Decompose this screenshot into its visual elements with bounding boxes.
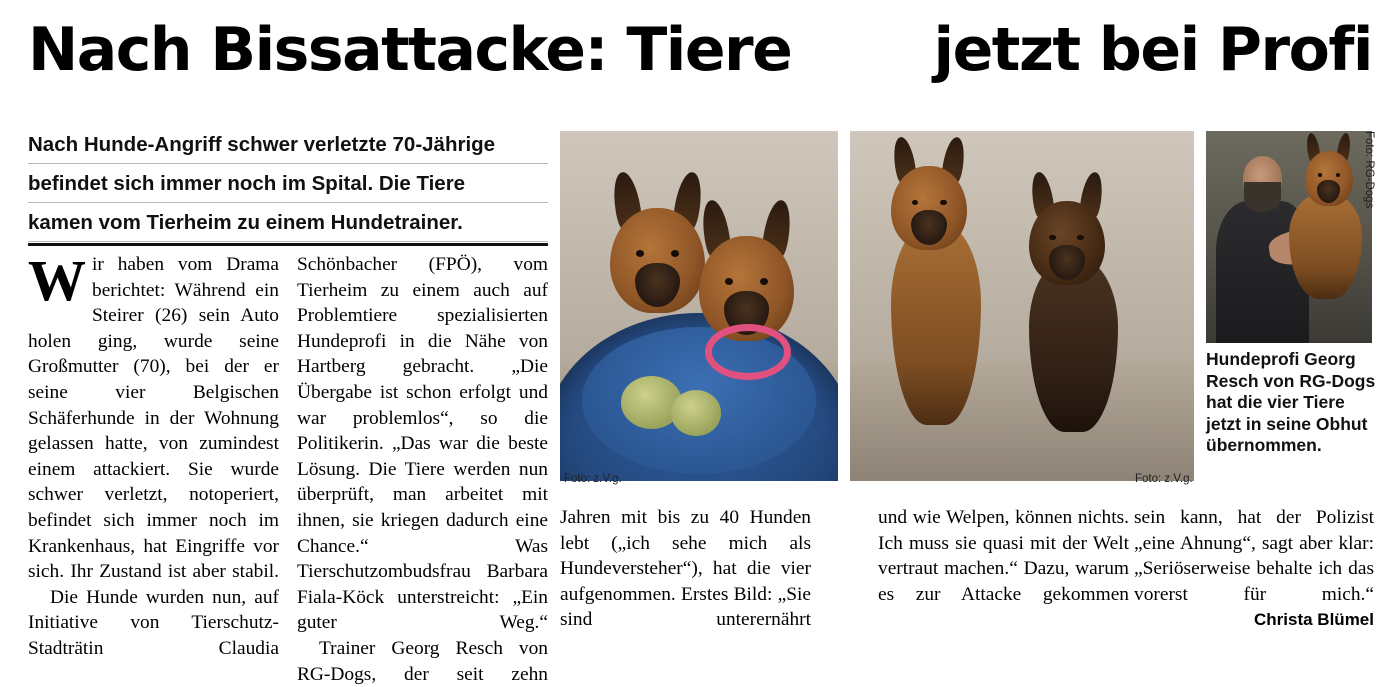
- body-paragraph-5: Jahren mit bis zu 40 Hunden lebt („ich sehe mich als Hundeversteher“), hat die vier aufgenommen. Erstes Bild: „Sie sind unterernährt: [560, 507, 811, 631]
- held-dog-eye-left: [1318, 173, 1322, 177]
- body-column-1: [28, 248, 279, 659]
- body-paragraph-2: Die Hunde wurden nun, auf Initiative von Tierschutz-Stadträtin Claudia: [28, 586, 279, 659]
- photo-two-standing-dogs: [850, 131, 1194, 481]
- photo-3-scene: [1206, 131, 1372, 343]
- page-headline: [28, 15, 1372, 90]
- photo-1-credit: Foto: z.V.g.: [564, 473, 622, 485]
- body-paragraph-1-text: ir haben vom Drama berichtet: Während ein Steirer (26) sein Auto holen ging, wurde seine Großmutter (70), bei der er seine vier Belgischen Schäferhunde in der Wohnung gelassen hatte, von zumindest einem attackiert. Sie wurde schwer verletzt, notoperiert, befindet sich immer noch im Krankenhaus, hat Eingriffe vor sich. Ihr Zustand ist aber stabil.: [28, 254, 279, 583]
- headline-part-1: Nach Bissattacke: Tiere: [28, 15, 792, 85]
- photo-3-caption: Hundeprofi Georg Resch von RG-Dogs hat die vier Tiere jetzt in seine Obhut übernommen.: [1206, 349, 1376, 455]
- body-paragraph-6: und wie Welpen, können nichts. Ich muss sie quasi mit der Welt vertraut machen.“ Dazu, warum es zur Attacke gekommen: [878, 507, 1129, 605]
- body-column-3: [560, 505, 811, 633]
- held-dog-body: [1289, 193, 1362, 299]
- lead-line-3: kamen vom Tierheim zu einem Hundetrainer.: [28, 203, 548, 242]
- body-column-5: [1134, 505, 1374, 633]
- held-dog-head-group: [1305, 151, 1353, 206]
- held-dog-eye-right: [1336, 173, 1340, 177]
- trainer-beard: [1244, 182, 1281, 212]
- headline-part-2: jetzt bei Profi: [933, 15, 1372, 85]
- article-lead: [28, 125, 548, 242]
- lead-divider: [28, 243, 548, 246]
- standing-dog-dark: [1029, 201, 1105, 285]
- lead-line-2: befindet sich immer noch im Spital. Die Tiere: [28, 164, 548, 203]
- chew-toy-2: [671, 390, 721, 436]
- photo-2-credit: Foto: z.V.g.: [1135, 473, 1193, 485]
- photo-trainer-with-dog: [1206, 131, 1372, 343]
- body-paragraph-4: Trainer Georg Resch von RG-Dogs, der seit zehn: [297, 637, 548, 685]
- dog-left: [610, 208, 705, 313]
- standing-dog-light: [891, 166, 967, 250]
- standing-dog-light-eye-right: [940, 200, 947, 206]
- trainer-held-dog: [1289, 148, 1369, 309]
- body-paragraph-3: Schönbacher (FPÖ), vom Tierheim zu einem auch auf Problemtiere spezialisierten Hundeprofi in die Nähe von Hartberg gebracht. „Die Übergabe ist schon erfolgt und war problemlos“, so die Politikerin. „Das war die beste Lösung. Die Tiere werden nun überprüft, man arbeitet mit ihnen, sie kriegen dadurch eine Chance.“ Was Tierschutzombudsfrau Barbara Fiala-Köck unterstreicht: „Ein guter Weg.“: [297, 254, 548, 634]
- article-body-columns: [28, 248, 548, 685]
- drop-cap: W: [28, 248, 86, 313]
- standing-dog-light-body: [891, 222, 980, 425]
- photo-3-credit: Foto: RG-Dogs: [1363, 131, 1375, 209]
- body-paragraph-1: [28, 248, 279, 585]
- body-column-4: [878, 505, 1129, 607]
- photo-2-scene: [850, 131, 1194, 481]
- photo-two-dogs-in-bed: [560, 131, 838, 481]
- photo-1-scene: [560, 131, 838, 481]
- body-paragraph-7: sein kann, hat der Polizist „eine Ahnung“, sagt aber klar: „Seriöserweise behalte ich das vorerst für mich.“: [1134, 507, 1374, 605]
- lead-line-1: Nach Hunde-Angriff schwer verletzte 70-Jährige: [28, 125, 548, 164]
- pink-collar: [705, 324, 791, 380]
- body-column-2: [297, 252, 548, 685]
- article-byline: Christa Blümel: [1254, 610, 1374, 630]
